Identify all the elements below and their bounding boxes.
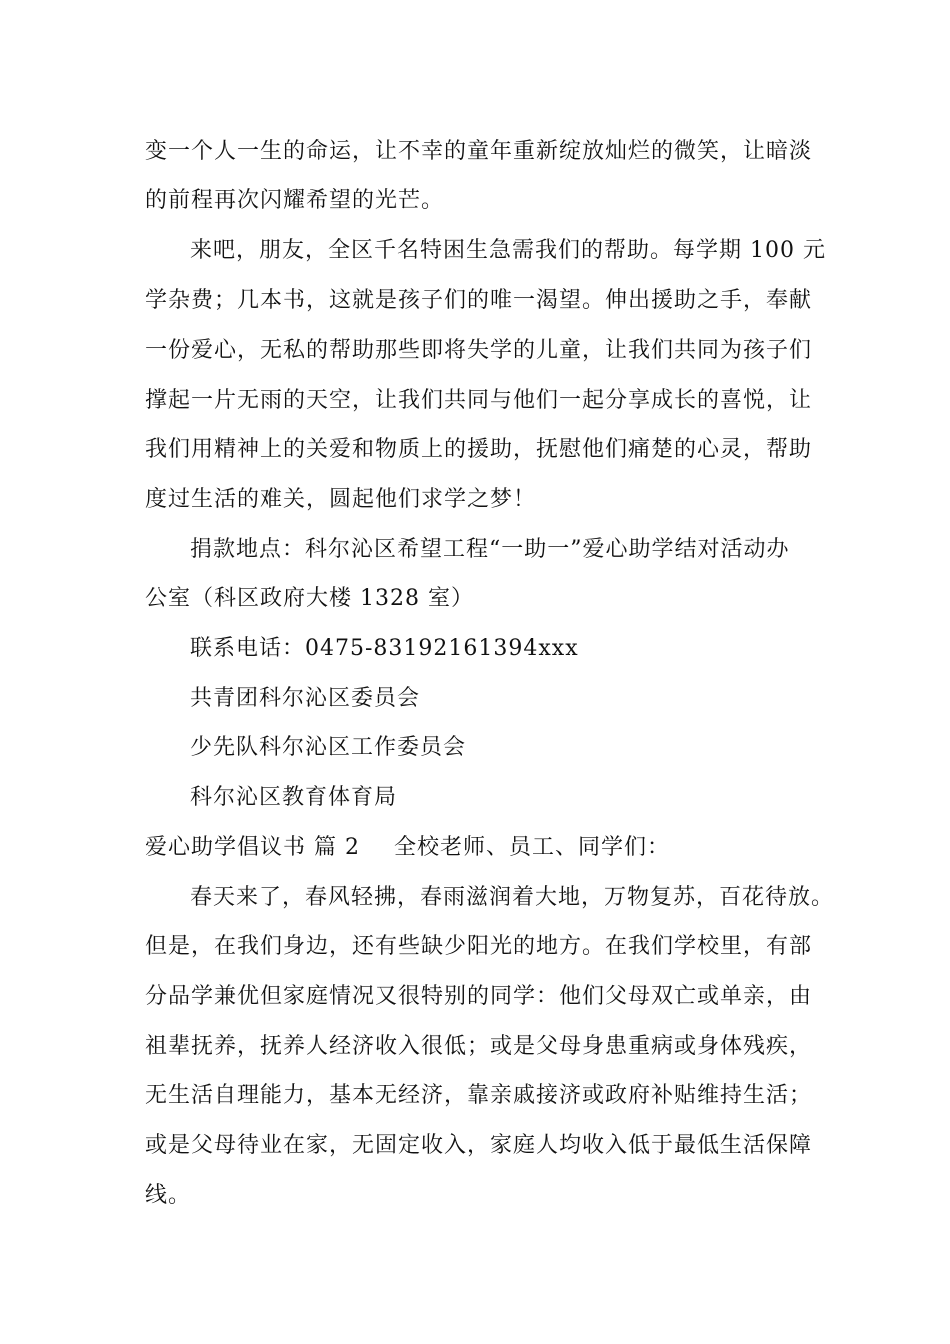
greeting: 全校老师、员工、同学们： [393, 835, 670, 860]
paragraph-line: 一份爱心，无私的帮助那些即将失学的儿童，让我们共同为孩子们 [145, 338, 813, 363]
paragraph-line: 或是父母待业在家，无固定收入，家庭人均收入低于最低生活保障 [145, 1133, 813, 1158]
paragraph-line: 但是，在我们身边，还有些缺少阳光的地方。在我们学校里，有部 [145, 934, 813, 959]
paragraph-line: 线。 [145, 1183, 192, 1208]
paragraph-line: 春天来了，春风轻拂，春雨滋润着大地，万物复苏，百花待放。 [190, 885, 835, 910]
paragraph-line: 我们用精神上的关爱和物质上的援助，抚慰他们痛楚的心灵，帮助 [145, 437, 813, 462]
paragraph-line: 的前程再次闪耀希望的光芒。 [145, 188, 445, 213]
signature-line: 少先队科尔沁区工作委员会 [190, 735, 467, 760]
signature-line: 共青团科尔沁区委员会 [190, 686, 421, 711]
paragraph-line: 学杂费；几本书，这就是孩子们的唯一渴望。伸出援助之手，奉献 [145, 288, 813, 313]
signature-line: 科尔沁区教育体育局 [190, 785, 398, 810]
paragraph-line: 分品学兼优但家庭情况又很特别的同学：他们父母双亡或单亲，由 [145, 984, 813, 1009]
paragraph-line: 撑起一片无雨的天空，让我们共同与他们一起分享成长的喜悦，让 [145, 388, 813, 413]
contact-phone-line: 联系电话：0475-83192161394xxx [190, 636, 579, 661]
paragraph-line: 来吧，朋友，全区千名特困生急需我们的帮助。每学期 100 元 [190, 238, 826, 263]
donation-location-line: 公室（科区政府大楼 1328 室） [145, 586, 474, 611]
paragraph-line: 祖辈抚养，抚养人经济收入很低；或是父母身患重病或身体残疾， [145, 1034, 813, 1059]
section-heading-line [145, 833, 670, 863]
paragraph-line: 度过生活的难关，圆起他们求学之梦！ [145, 487, 537, 512]
section-heading: 爱心助学倡议书 篇 2 [145, 835, 360, 860]
paragraph-line: 变一个人一生的命运，让不幸的童年重新绽放灿烂的微笑，让暗淡 [145, 139, 813, 164]
paragraph-line: 无生活自理能力，基本无经济，靠亲戚接济或政府补贴维持生活； [145, 1083, 813, 1108]
donation-location-line: 捐款地点：科尔沁区希望工程“一助一”爱心助学结对活动办 [190, 537, 790, 562]
